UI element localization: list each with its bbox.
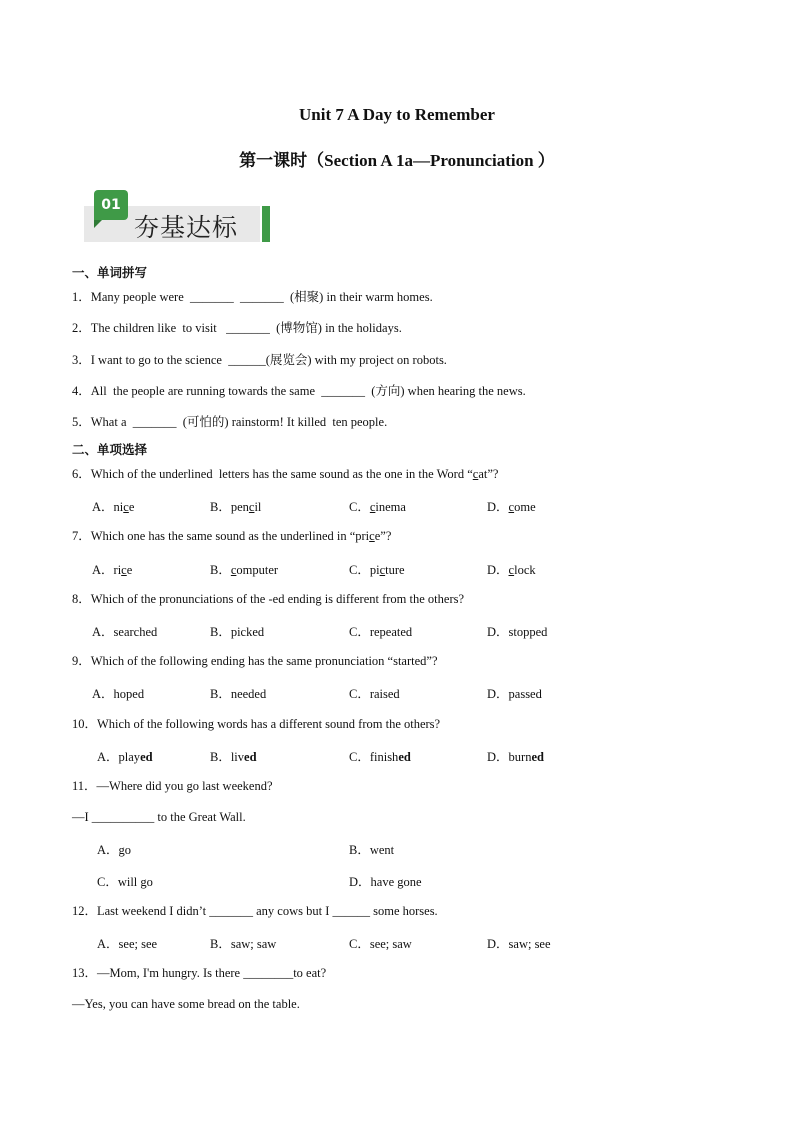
q6-option-b: B．pencil <box>210 500 262 514</box>
q6-option-c: C．cinema <box>349 500 406 514</box>
question-6: 6．Which of the underlined letters has the same sound as the one in the Word “cat”? <box>72 467 499 481</box>
q9-option-c: C．raised <box>349 687 400 701</box>
q12-option-b: B．saw; saw <box>210 937 277 951</box>
question-13: 13．—Mom, I'm hungry. Is there ________to eat? <box>72 966 327 980</box>
q8-option-a: A．searched <box>92 625 158 639</box>
question-9: 9．Which of the following ending has the same pronunciation “started”? <box>72 654 438 668</box>
q6-option-d: D．come <box>487 500 536 514</box>
q7-option-c: C．picture <box>349 563 405 577</box>
question-2: 2．The children like to visit _______ (博物馆) in the holidays. <box>72 321 402 335</box>
question-11-dialog: —I __________ to the Great Wall. <box>72 810 246 824</box>
q10-option-a: A．played <box>97 750 153 764</box>
question-3: 3．I want to go to the science ______(展览会) with my project on robots. <box>72 353 447 367</box>
question-13-dialog: —Yes, you can have some bread on the table. <box>72 997 300 1011</box>
question-1: 1．Many people were _______ _______ (相聚) in their warm homes. <box>72 290 433 304</box>
banner-label: 夯基达标 <box>134 213 239 242</box>
question-11: 11．—Where did you go last weekend? <box>72 779 273 793</box>
q11-option-c: C．will go <box>97 875 153 889</box>
q11-option-b: B．went <box>349 843 395 857</box>
q6-option-a: A．nice <box>92 500 135 514</box>
q9-option-d: D．passed <box>487 687 542 701</box>
q8-option-d: D．stopped <box>487 625 548 639</box>
section-banner <box>84 190 270 244</box>
question-12: 12．Last weekend I didn’t _______ any cows but I ______ some horses. <box>72 904 438 918</box>
question-5: 5．What a _______ (可怕的) rainstorm! It killed ten people. <box>72 415 388 429</box>
q7-option-a: A．rice <box>92 563 133 577</box>
page-subtitle: 第一课时（Section A 1a—Pronunciation ） <box>239 151 555 170</box>
question-7: 7．Which one has the same sound as the underlined in “price”? <box>72 529 392 543</box>
q10-option-b: B．lived <box>210 750 257 764</box>
q8-option-c: C．repeated <box>349 625 413 639</box>
q10-option-c: C．finished <box>349 750 411 764</box>
q7-option-b: B．computer <box>210 563 279 577</box>
q9-option-b: B．needed <box>210 687 267 701</box>
section-heading-choice: 二、单项选择 <box>72 442 148 457</box>
q8-option-b: B．picked <box>210 625 265 639</box>
question-8: 8．Which of the pronunciations of the -ed ending is different from the others? <box>72 592 465 606</box>
question-10: 10．Which of the following words has a different sound from the others? <box>72 717 441 731</box>
q12-option-a: A．see; see <box>97 937 158 951</box>
banner-badge: 01 <box>94 190 128 220</box>
section-heading-spelling: 一、单词拼写 <box>72 265 148 280</box>
q12-option-d: D．saw; see <box>487 937 551 951</box>
q10-option-d: D．burned <box>487 750 544 764</box>
q9-option-a: A．hoped <box>92 687 145 701</box>
q11-option-d: D．have gone <box>349 875 422 889</box>
q12-option-c: C．see; saw <box>349 937 412 951</box>
q11-option-a: A．go <box>97 843 132 857</box>
page-title: Unit 7 A Day to Remember <box>299 105 495 124</box>
question-4: 4．All the people are running towards the same _______ (方向) when hearing the news. <box>72 384 526 398</box>
q7-option-d: D．clock <box>487 563 536 577</box>
